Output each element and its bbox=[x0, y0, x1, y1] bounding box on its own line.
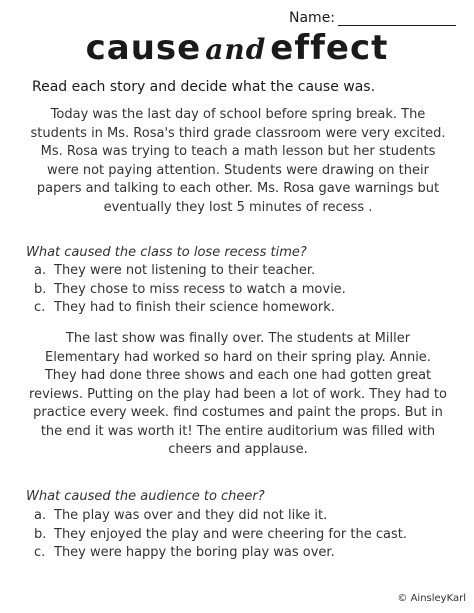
title-effect: effect bbox=[270, 28, 389, 68]
option-letter: c. bbox=[34, 545, 46, 560]
option-text: They enjoyed the play and were cheering for the cast. bbox=[54, 526, 407, 542]
story-2-text: The last show was finally over. The students at Miller Elementary had worked so hard on their spring play. Annie. They had done three shows and each one had gotten great reviews. Putting on the play had been a lot of work. They had to practice every week. find costumes and paint the props. But in the end it was worth it! The entire auditorium was filled with cheers and applause. bbox=[29, 331, 447, 457]
option-letter: b. bbox=[34, 526, 47, 542]
story-2-options bbox=[34, 507, 407, 563]
story-1-options bbox=[34, 262, 346, 318]
title-cause: cause bbox=[85, 28, 202, 68]
option-letter: a. bbox=[34, 263, 47, 278]
option-item[interactable] bbox=[34, 544, 407, 563]
option-text: They had to finish their science homework. bbox=[54, 300, 335, 315]
option-text: They were happy the boring play was over. bbox=[54, 545, 335, 560]
story-1-text: Today was the last day of school before spring break. The students in Ms. Rosa's third grade classroom were very excited. Ms. Rosa was trying to teach a math lesson but her students were not paying attention. Students were drawing on their papers and talking to each other. Ms. Rosa gave warnings but eventually they lost 5 minutes of recess . bbox=[30, 107, 446, 215]
option-text: They were not listening to their teacher. bbox=[54, 263, 316, 278]
option-letter: c. bbox=[34, 300, 46, 315]
story-1-question: What caused the class to lose recess time? bbox=[26, 245, 307, 260]
story-2-question: What caused the audience to cheer? bbox=[26, 489, 265, 504]
name-label: Name: bbox=[289, 10, 336, 26]
option-text: They chose to miss recess to watch a movie. bbox=[54, 281, 346, 297]
option-item[interactable] bbox=[34, 526, 407, 545]
copyright-text: © AinsleyKarl bbox=[397, 593, 466, 604]
page-title bbox=[0, 28, 474, 70]
name-blank-line[interactable] bbox=[338, 11, 456, 26]
option-item[interactable] bbox=[34, 299, 346, 318]
option-item[interactable] bbox=[34, 262, 346, 281]
option-item[interactable] bbox=[34, 507, 407, 526]
option-letter: b. bbox=[34, 281, 47, 297]
option-item[interactable] bbox=[34, 281, 346, 300]
option-letter: a. bbox=[34, 508, 47, 523]
title-and: and bbox=[205, 33, 267, 66]
option-text: The play was over and they did not like it. bbox=[54, 508, 328, 523]
instruction-text: Read each story and decide what the cause was. bbox=[32, 79, 376, 95]
name-field bbox=[289, 10, 456, 26]
